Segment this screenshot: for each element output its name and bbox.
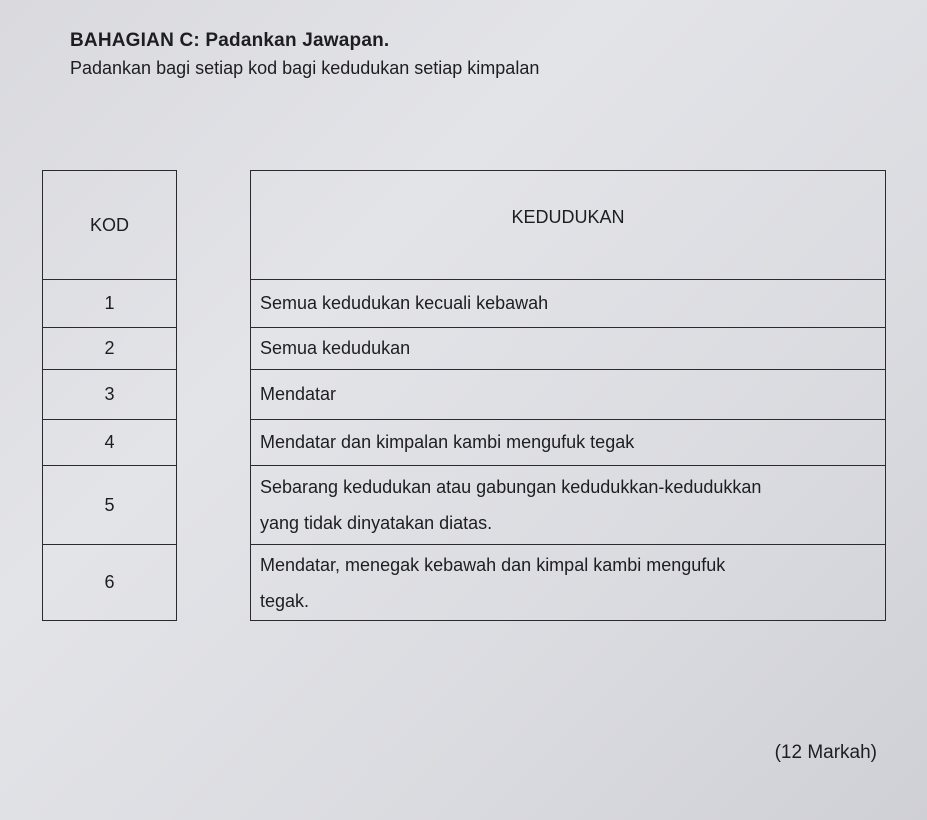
kod-header-cell: [43, 171, 176, 280]
section-heading: BAHAGIAN C: Padankan Jawapan.: [70, 30, 390, 51]
position-text: Semua kedudukan: [260, 338, 411, 358]
kod-value: 1: [104, 293, 115, 313]
marks-label: (12 Markah): [774, 742, 877, 763]
position-line: Mendatar, menegak kebawah dan kimpal kambi mengufuk: [260, 554, 726, 575]
kod-value: 2: [104, 338, 115, 358]
kod-table: [42, 170, 177, 621]
table-row: [251, 280, 885, 328]
position-line: yang tidak dinyatakan diatas.: [260, 513, 493, 533]
position-text: [260, 547, 725, 619]
instruction-text: Padankan bagi setiap kod bagi kedudukan setiap kimpalan: [70, 58, 540, 78]
position-text: Mendatar: [260, 384, 337, 404]
position-text: [260, 469, 761, 541]
position-line: tegak.: [260, 590, 310, 611]
table-row: [43, 545, 176, 620]
table-row: [43, 280, 176, 328]
table-row: [251, 328, 885, 370]
table-row: [251, 466, 885, 545]
table-row: [251, 420, 885, 466]
table-row: [43, 370, 176, 420]
position-text: Semua kedudukan kecuali kebawah: [260, 293, 549, 313]
kod-value: 3: [104, 384, 115, 404]
kedudukan-header-cell: [251, 171, 885, 280]
table-row: [43, 328, 176, 370]
kod-value: 6: [104, 572, 115, 592]
table-row: [43, 420, 176, 466]
table-row: [251, 370, 885, 420]
table-row: [251, 545, 885, 620]
position-line: Sebarang kedudukan atau gabungan kedudukkan-kedudukkan: [260, 477, 762, 497]
kod-value: 5: [104, 494, 115, 515]
position-text: Mendatar dan kimpalan kambi mengufuk tegak: [260, 432, 635, 452]
kedudukan-table: [250, 170, 886, 621]
table-row: [43, 466, 176, 545]
kod-header: KOD: [89, 214, 129, 235]
kod-value: 4: [104, 432, 115, 452]
kedudukan-header: KEDUDUKAN: [511, 206, 625, 227]
